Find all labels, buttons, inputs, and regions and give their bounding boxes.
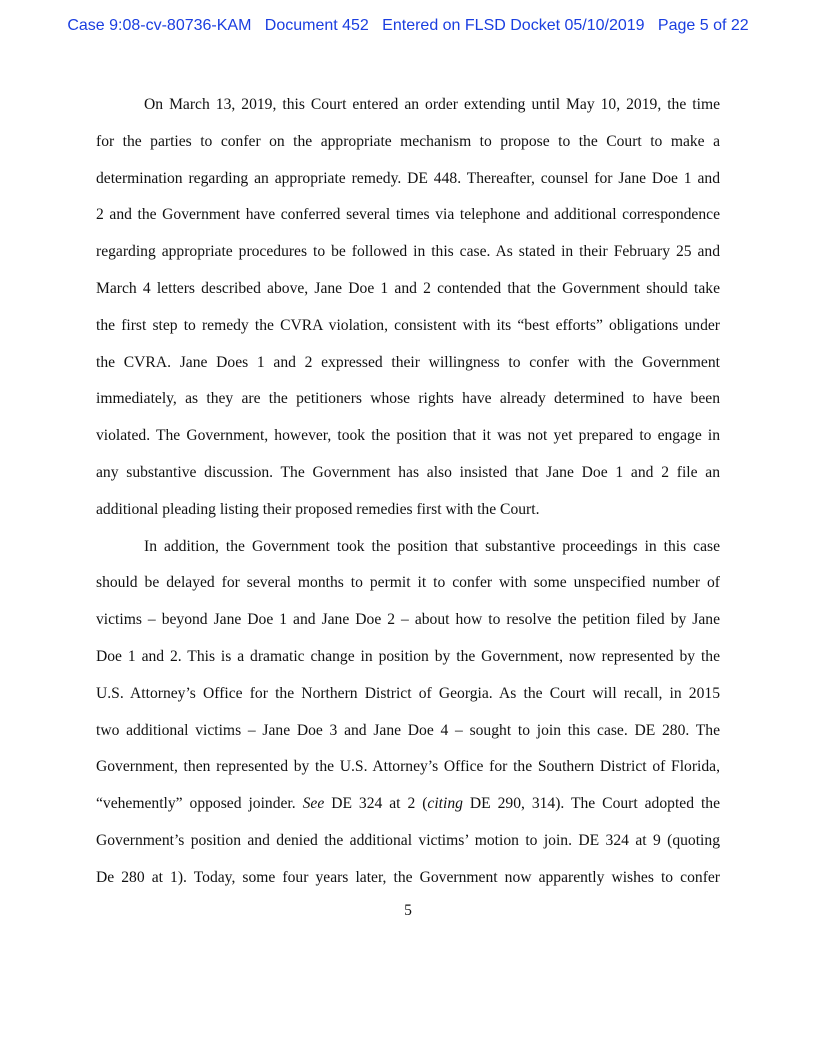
entered-date: Entered on FLSD Docket 05/10/2019 bbox=[382, 17, 645, 34]
text-line: De 280 at 1). Today, some four years later, the Government now apparently wishes to confer bbox=[96, 868, 720, 886]
text-line: the first step to remedy the CVRA violation, consistent with its “best efforts” obligations under bbox=[96, 316, 720, 334]
page-indicator: Page 5 of 22 bbox=[657, 17, 749, 34]
text-line: for the parties to confer on the appropriate mechanism to propose to the Court to make a bbox=[96, 132, 720, 150]
text-line: immediately, as they are the petitioners whose rights have already determined to have been bbox=[96, 390, 720, 408]
paragraph-2 bbox=[96, 529, 720, 897]
text-line: U.S. Attorney’s Office for the Northern District of Georgia. As the Court will recall, in 2015 bbox=[96, 684, 720, 702]
text-line: Government’s position and denied the additional victims’ motion to join. DE 324 at 9 (quoting bbox=[96, 831, 720, 849]
text-line: In addition, the Government took the position that substantive proceedings in this case bbox=[144, 537, 720, 555]
text-line: Doe 1 and 2. This is a dramatic change in position by the Government, now represented by the bbox=[96, 647, 720, 665]
text-line: determination regarding an appropriate remedy. DE 448. Thereafter, counsel for Jane Doe 1 and bbox=[96, 169, 720, 187]
text-line: additional pleading listing their proposed remedies first with the Court. bbox=[96, 500, 540, 518]
text-line: should be delayed for several months to permit it to confer with some unspecified number of bbox=[96, 574, 720, 592]
text-line: Government, then represented by the U.S. Attorney’s Office for the Southern District of Florida, bbox=[96, 758, 720, 776]
document-number: Document 452 bbox=[264, 17, 369, 34]
text-line: any substantive discussion. The Government has also insisted that Jane Doe 1 and 2 file an bbox=[96, 463, 720, 481]
text-line: “vehemently” opposed joinder. See DE 324 at 2 (citing DE 290, 314). The Court adopted the bbox=[96, 795, 720, 813]
case-number: Case 9:08-cv-80736-KAM bbox=[67, 17, 252, 34]
document-body bbox=[96, 87, 720, 897]
paragraph-1 bbox=[96, 87, 720, 529]
text-line: On March 13, 2019, this Court entered an order extending until May 10, 2019, the time bbox=[144, 96, 720, 113]
page-number: 5 bbox=[404, 902, 412, 919]
text-line: victims – beyond Jane Doe 1 and Jane Doe 2 – about how to resolve the petition filed by Jane bbox=[96, 611, 720, 629]
text-line: regarding appropriate procedures to be followed in this case. As stated in their February 25 and bbox=[96, 243, 720, 261]
docket-header bbox=[0, 17, 816, 35]
text-line: March 4 letters described above, Jane Doe 1 and 2 contended that the Government should take bbox=[96, 279, 720, 297]
text-line: violated. The Government, however, took the position that it was not yet prepared to engage in bbox=[96, 427, 720, 445]
text-line: two additional victims – Jane Doe 3 and Jane Doe 4 – sought to join this case. DE 280. The bbox=[96, 721, 720, 739]
text-line: the CVRA. Jane Does 1 and 2 expressed their willingness to confer with the Government bbox=[96, 353, 720, 371]
text-line: 2 and the Government have conferred several times via telephone and additional correspondence bbox=[96, 206, 720, 224]
